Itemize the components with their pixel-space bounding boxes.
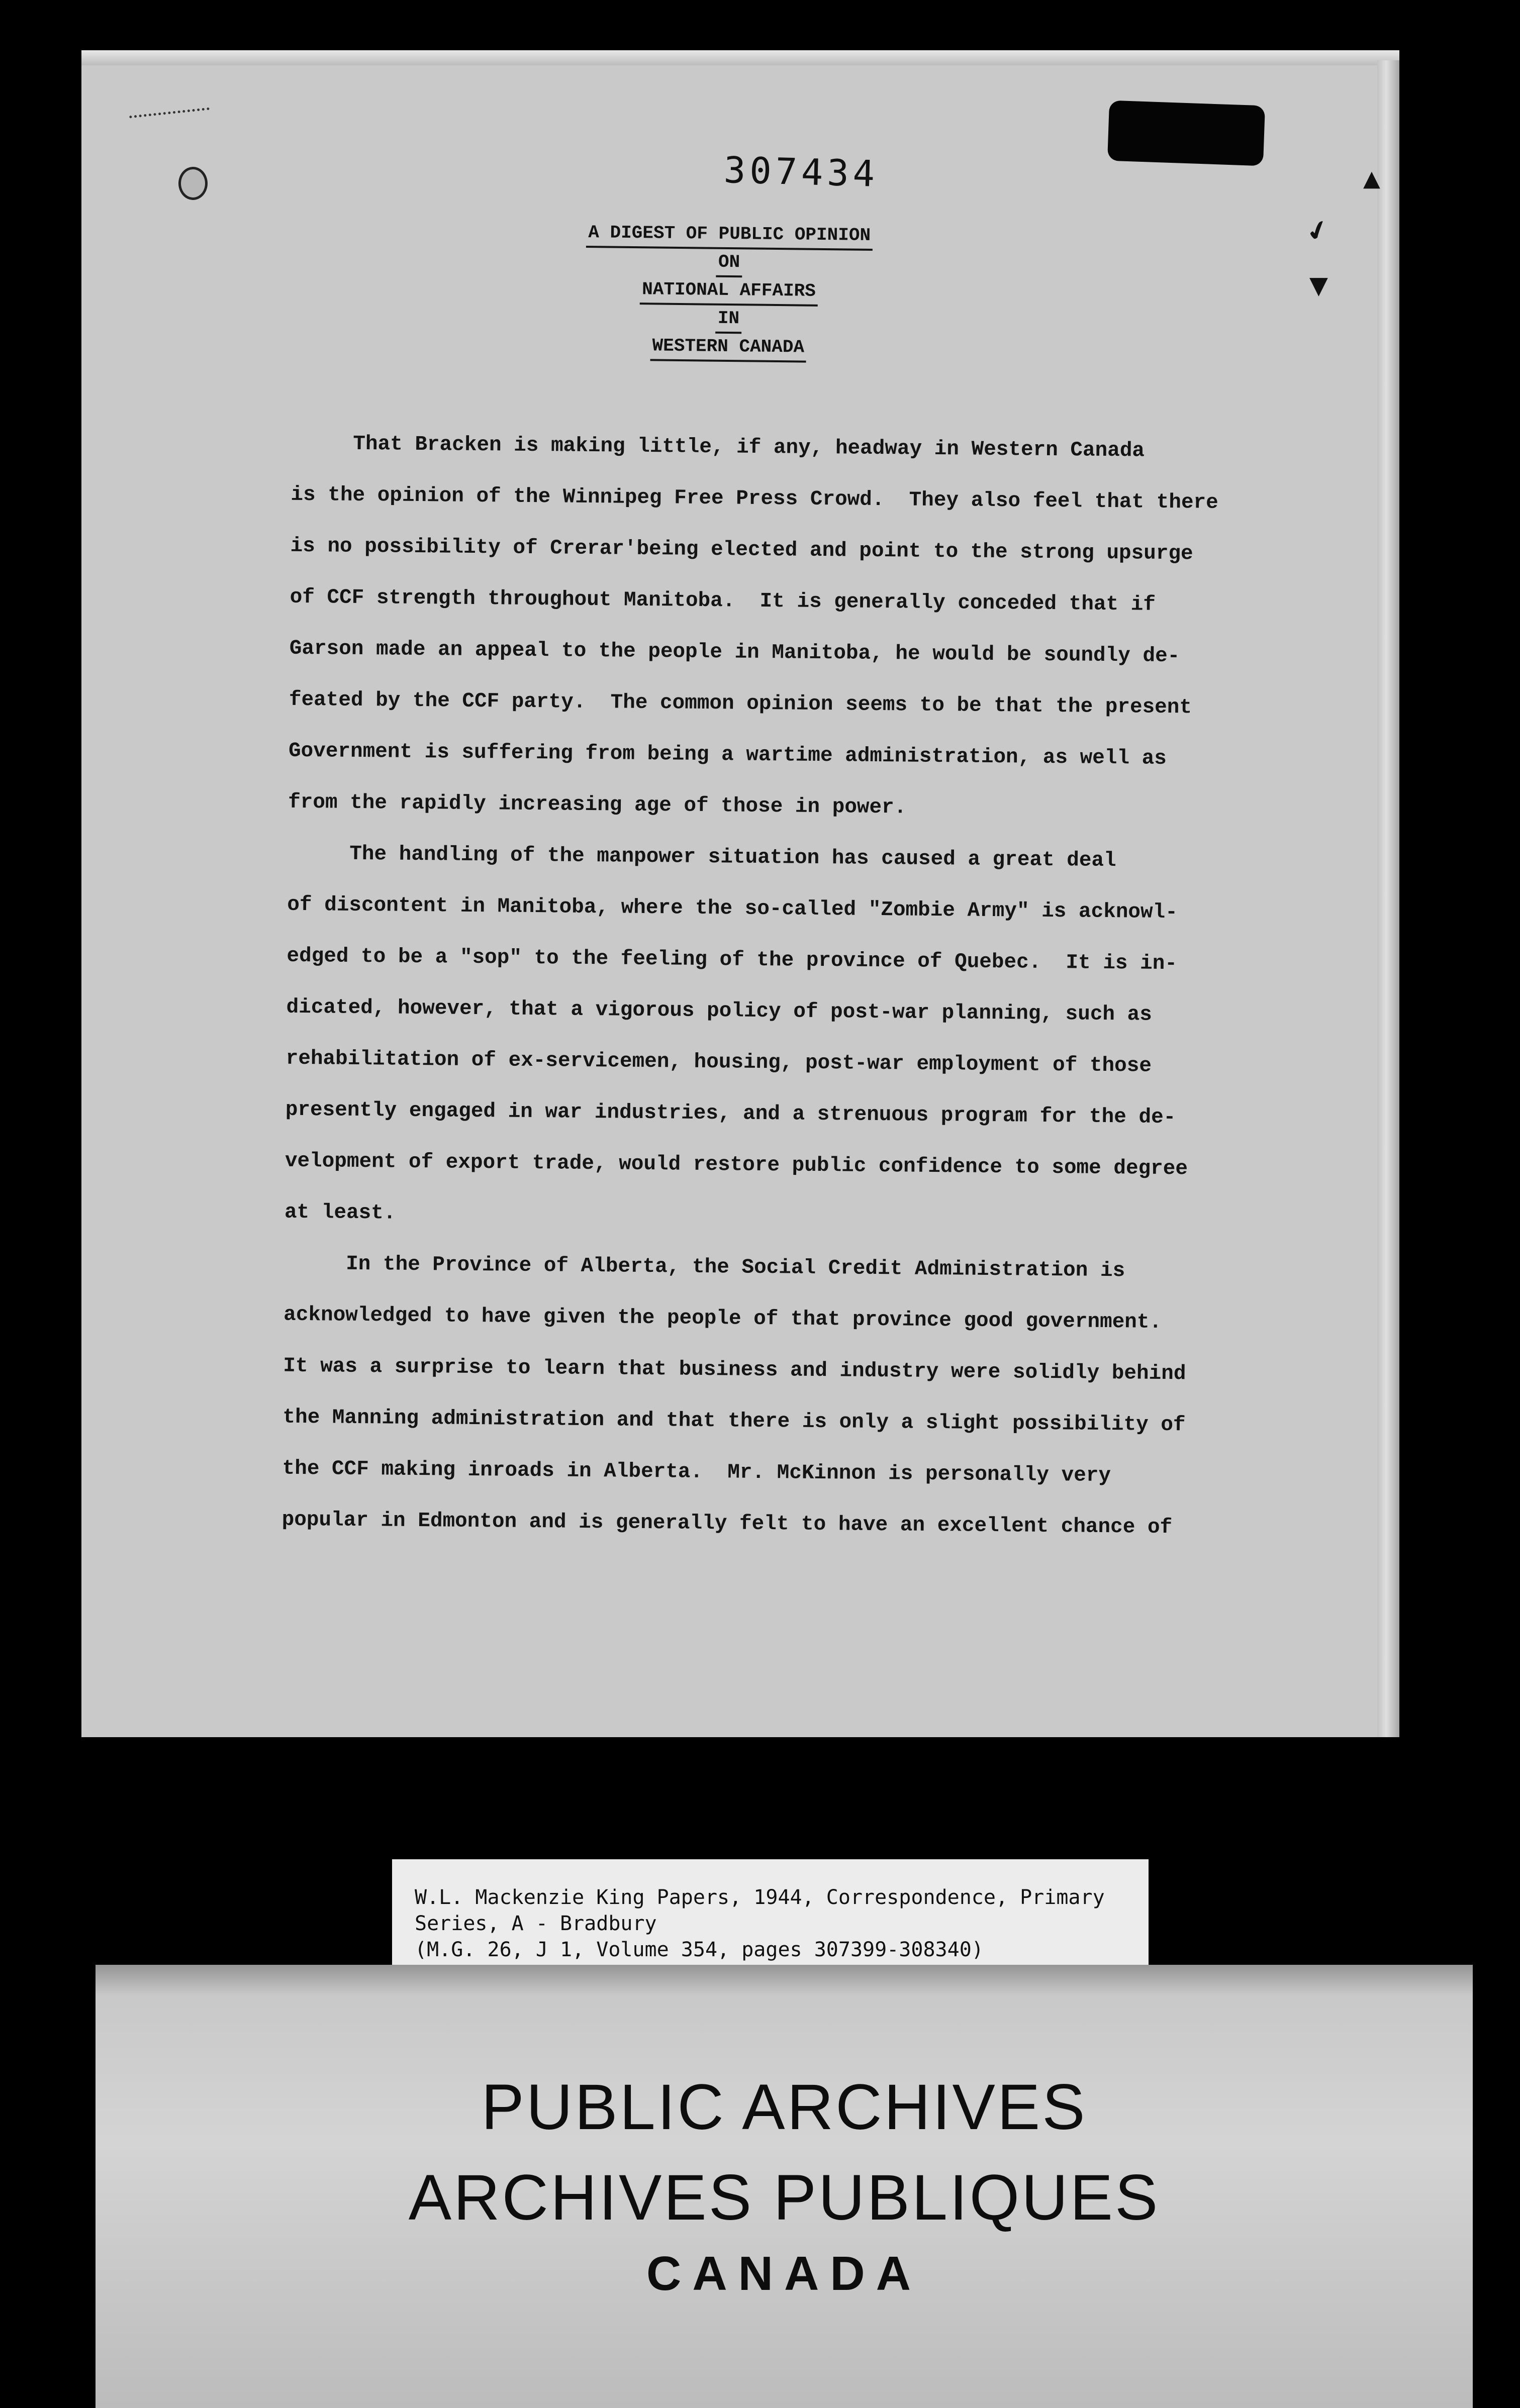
body-line: feated by the CCF party. The common opinion seems to be that the present — [289, 688, 1192, 720]
body-line: Garson made an appeal to the people in Manitoba, he would be soundly de- — [289, 637, 1180, 668]
body-line: presently engaged in war industries, and a strenuous program for the de- — [285, 1098, 1176, 1130]
public-archives-title: PUBLIC ARCHIVES — [481, 2071, 1087, 2143]
body-line: from the rapidly increasing age of those in power. — [288, 790, 907, 820]
body-line: of CCF strength throughout Manitoba. It is generally conceded that if — [290, 585, 1156, 617]
body-line: the CCF making inroads in Alberta. Mr. McKinnon is personally very — [282, 1457, 1111, 1488]
body-line: the Manning administration and that there is only a slight possibility of — [282, 1406, 1186, 1437]
heading-line: ON — [716, 249, 742, 278]
document-heading — [552, 219, 906, 363]
heading-line: WESTERN CANADA — [650, 333, 806, 362]
body-line: acknowledged to have given the people of that province good government. — [283, 1303, 1162, 1334]
margin-mark: ▼ — [1309, 271, 1328, 299]
margin-mark: ▲ — [1363, 166, 1380, 191]
margin-mark: ✔ — [1302, 213, 1334, 249]
body-line: velopment of export trade, would restore public confidence to some degree — [284, 1149, 1188, 1181]
band-crease — [96, 1965, 1473, 1995]
archive-label-text — [415, 1884, 1149, 1963]
sheet-right-edge — [1377, 60, 1399, 1737]
document-body — [281, 418, 1247, 1554]
body-line: The handling of the manpower situation has caused a great deal — [288, 842, 1116, 873]
archives-publiques-title: ARCHIVES PUBLIQUES — [408, 2162, 1160, 2234]
body-line: at least. — [284, 1200, 396, 1225]
canada-title: CANADA — [646, 2247, 922, 2300]
body-line: dicated, however, that a vigorous policy of post-war planning, such as — [286, 995, 1153, 1027]
punch-hole — [178, 167, 208, 200]
body-line: is the opinion of the Winnipeg Free Press Crowd. They also feel that there — [291, 483, 1218, 515]
body-line: In the Province of Alberta, the Social Credit Administration is — [283, 1252, 1125, 1283]
body-line: Government is suffering from being a wartime administration, as well as — [288, 739, 1167, 770]
body-line: edged to be a "sop" to the feeling of the province of Quebec. It is in- — [287, 944, 1178, 976]
sheet-top-edge — [81, 50, 1399, 65]
body-line: of discontent in Manitoba, where the so-called "Zombie Army" is acknowl- — [287, 893, 1178, 925]
body-line: rehabilitation of ex-servicemen, housing, post-war employment of those — [286, 1047, 1152, 1078]
archive-label-line: Series, A - Bradbury — [415, 1912, 657, 1935]
heading-line: IN — [716, 306, 742, 334]
black-tape-mark — [1107, 101, 1265, 166]
body-line: It was a surprise to learn that business and industry were solidly behind — [283, 1354, 1186, 1386]
archive-label-line: (M.G. 26, J 1, Volume 354, pages 307399-308340) — [415, 1938, 984, 1961]
heading-line: A DIGEST OF PUBLIC OPINION — [586, 220, 873, 251]
document-number: 307434 — [723, 148, 880, 195]
body-line: is no possibility of Crerar'being elected and point to the strong upsurge — [290, 534, 1193, 566]
heading-line: NATIONAL AFFAIRS — [640, 276, 818, 307]
body-line: That Bracken is making little, if any, headway in Western Canada — [291, 432, 1145, 463]
archive-label-line: W.L. Mackenzie King Papers, 1944, Correspondence, Primary — [415, 1886, 1105, 1909]
body-line: popular in Edmonton and is generally felt to have an excellent chance of — [281, 1508, 1173, 1540]
